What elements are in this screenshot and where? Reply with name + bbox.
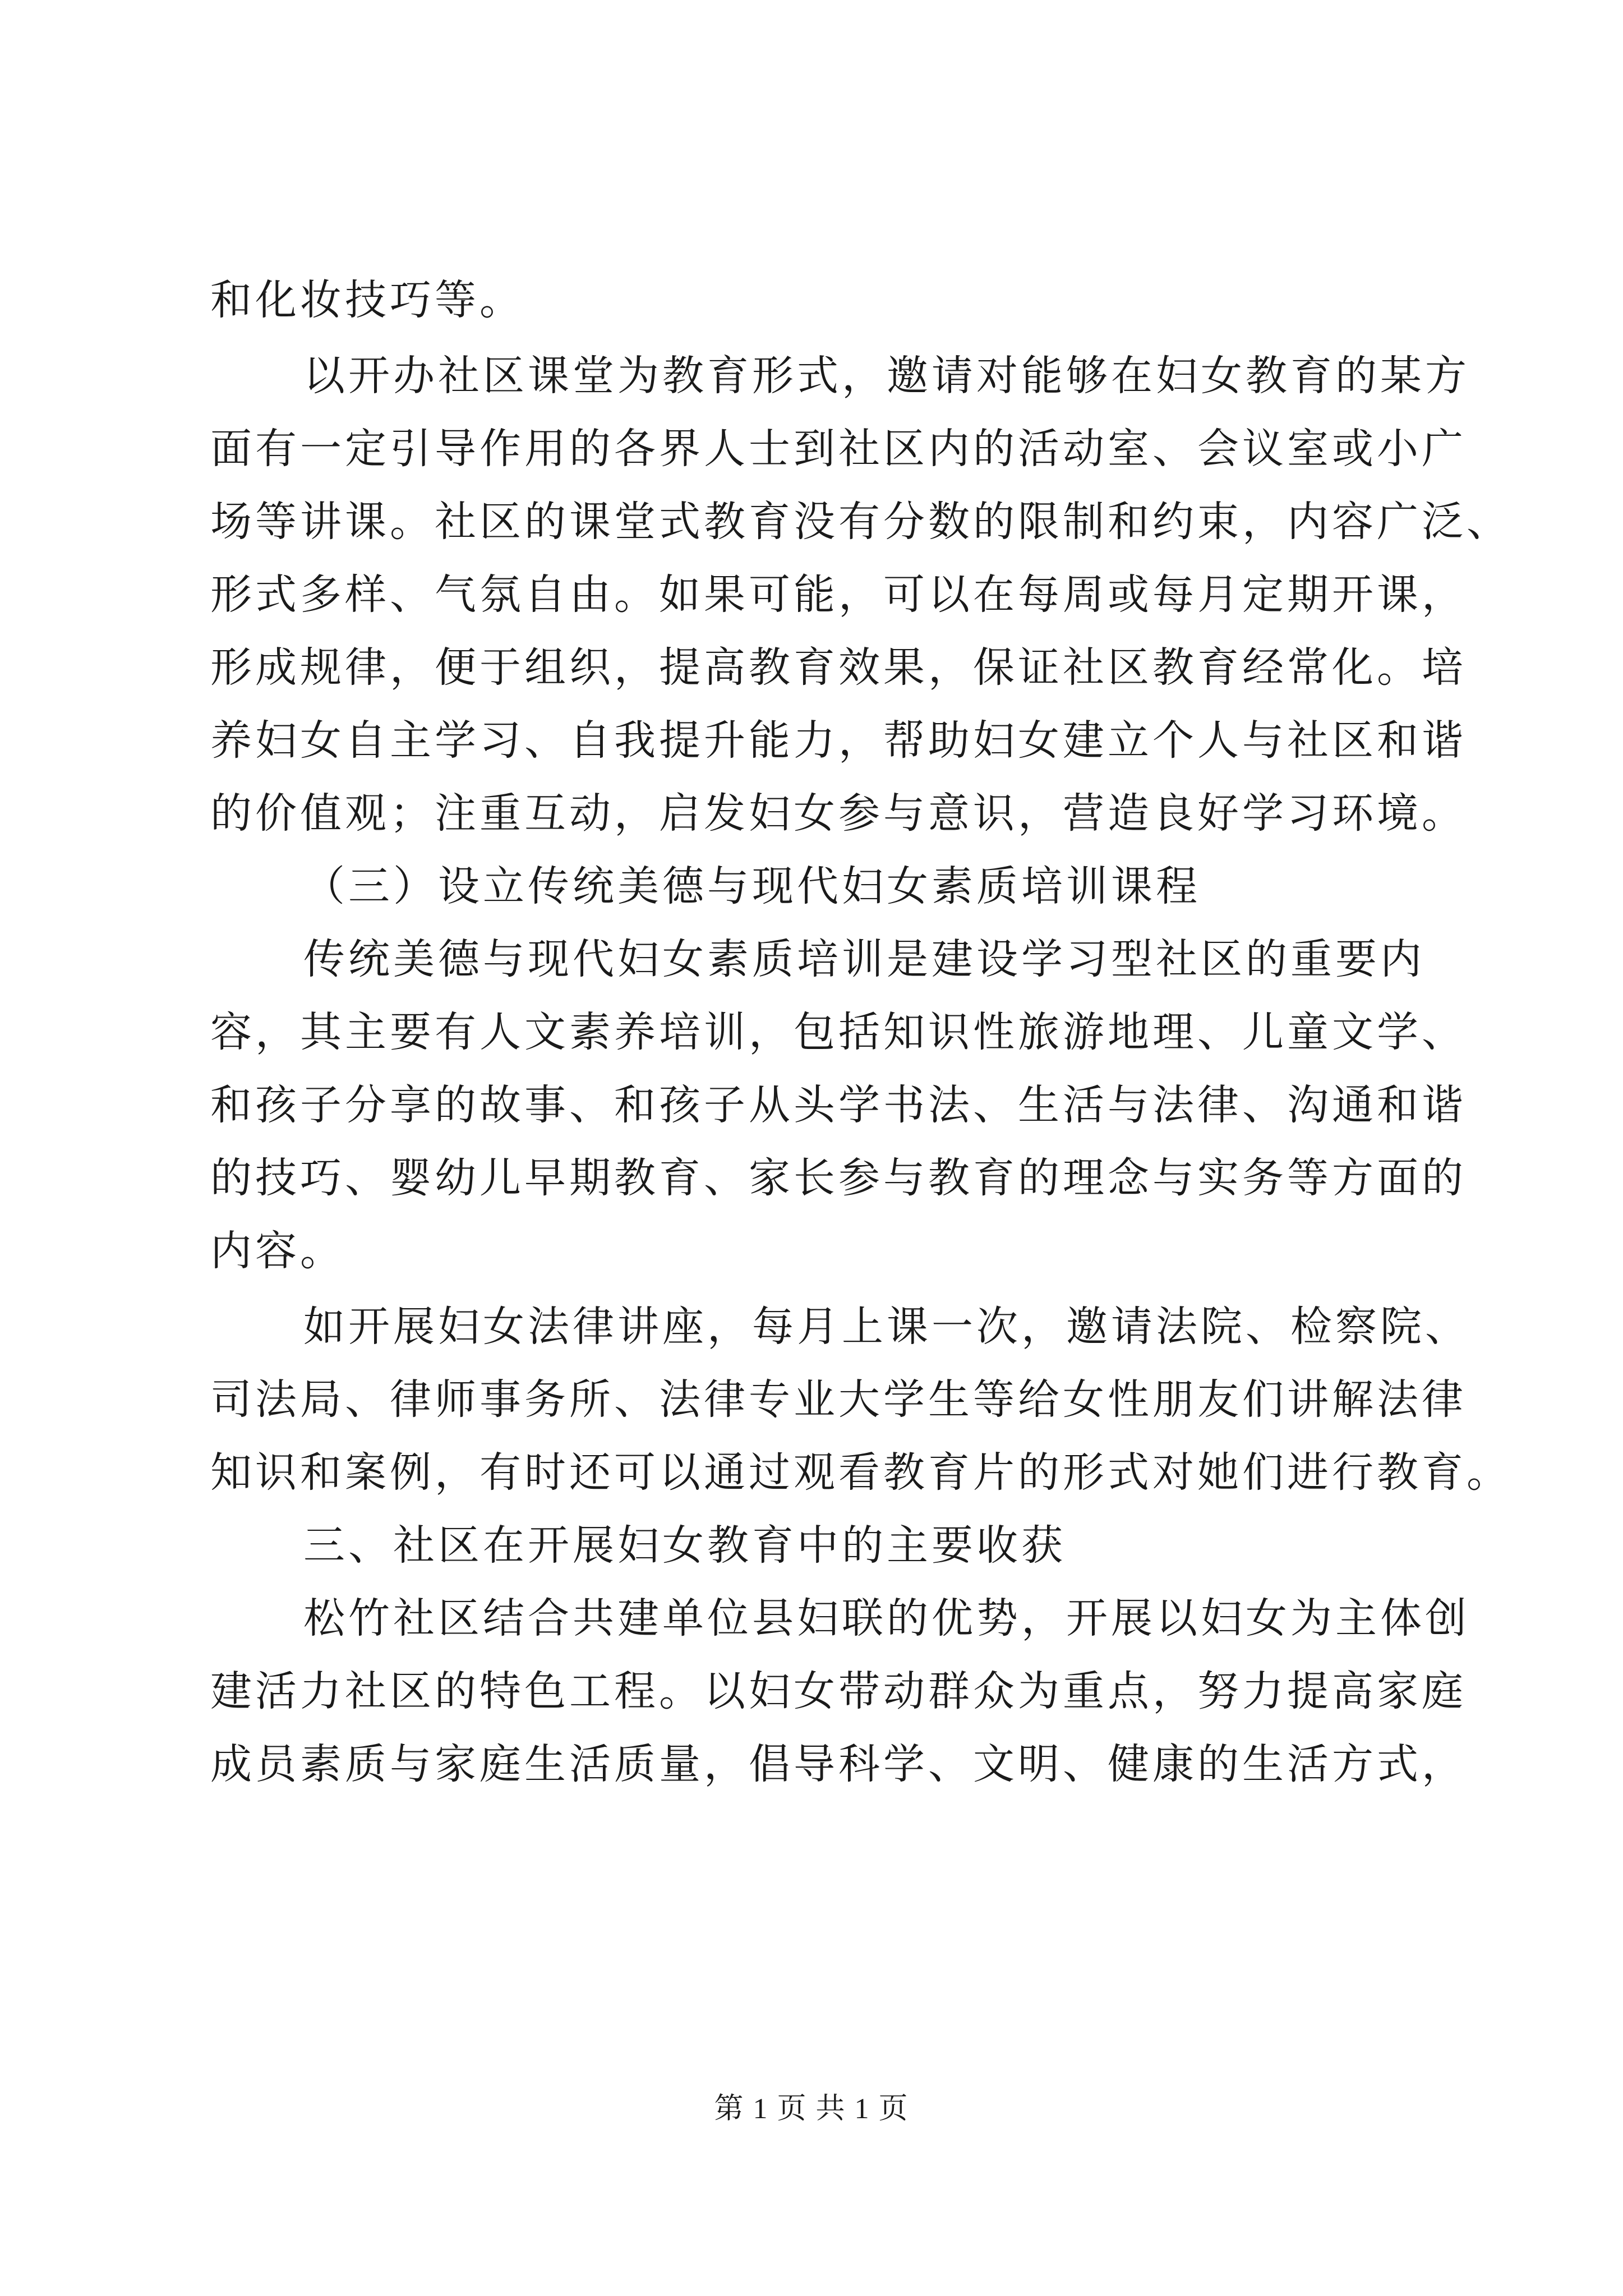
body-text-line: 知识和案例，有时还可以通过观看教育片的形式对她们进行教育。 (210, 1448, 1511, 1497)
page-footer: 第 1 页 共 1 页 (714, 2093, 909, 2125)
section-heading: 三、社区在开展妇女教育中的主要收获 (303, 1521, 1066, 1570)
body-text-line: 形式多样、气氛自由。如果可能，可以在每周或每月定期开课， (210, 570, 1467, 619)
body-text-line: 容，其主要有人文素养培训，包括知识性旅游地理、儿童文学、 (210, 1008, 1467, 1056)
body-text-line: 建活力社区的特色工程。以妇女带动群众为重点，努力提高家庭 (210, 1667, 1467, 1715)
body-text-line: 传统美德与现代妇女素质培训是建设学习型社区的重要内 (303, 935, 1425, 983)
body-text-line: 场等讲课。社区的课堂式教育没有分数的限制和约束，内容广泛、 (210, 498, 1511, 546)
body-text-line: 养妇女自主学习、自我提升能力，帮助妇女建立个人与社区和谐 (210, 716, 1467, 765)
body-text-line: 成员素质与家庭生活质量，倡导科学、文明、健康的生活方式， (210, 1740, 1467, 1788)
body-text-line: 的价值观；注重互动，启发妇女参与意识，营造良好学习环境。 (210, 789, 1467, 838)
body-text-line: 以开办社区课堂为教育形式，邀请对能够在妇女教育的某方 (303, 352, 1470, 400)
body-text-line: 司法局、律师事务所、法律专业大学生等给女性朋友们讲解法律 (210, 1375, 1467, 1424)
body-text-line: 如开展妇女法律讲座，每月上课一次，邀请法院、检察院、 (303, 1303, 1470, 1351)
body-text-line: 面有一定引导作用的各界人士到社区内的活动室、会议室或小广 (210, 425, 1467, 473)
body-text-line: 和孩子分享的故事、和孩子从头学书法、生活与法律、沟通和谐 (210, 1081, 1467, 1129)
body-text-line: 和化妆技巧等。 (210, 276, 524, 324)
body-text-line: 形成规律，便于组织，提高教育效果，保证社区教育经常化。培 (210, 643, 1467, 692)
body-text-line: 松竹社区结合共建单位县妇联的优势，开展以妇女为主体创 (303, 1594, 1470, 1642)
body-text-line: 内容。 (210, 1227, 345, 1275)
section-heading: （三）设立传统美德与现代妇女素质培训课程 (303, 862, 1201, 910)
body-text-line: 的技巧、婴幼儿早期教育、家长参与教育的理念与实务等方面的 (210, 1154, 1467, 1202)
